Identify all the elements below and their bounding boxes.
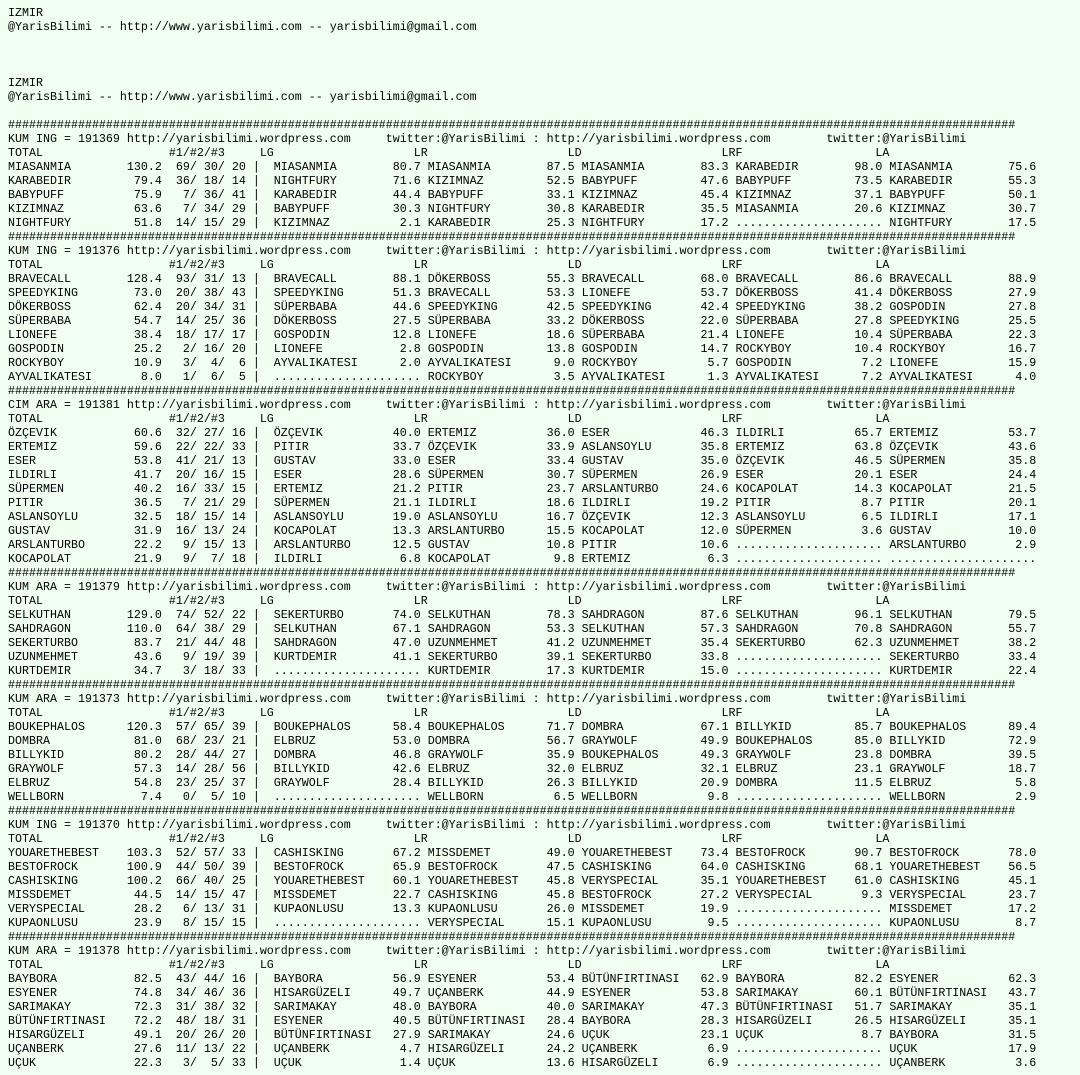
table-row: KIZIMNAZ 63.6 7/ 34/ 29 | BABYPUFF 30.3 NIGHTFURY 30.8 KARABEDIR 35.5 MIASANMIA 20.6 KIZIMNAZ 30.7 [8,202,1037,216]
table-row: ROCKYBOY 10.9 3/ 4/ 6 | AYVALIKATESI 2.0 AYVALIKATESI 9.0 ROCKYBOY 5.7 GOSPODIN 7.2 LIONEFE 15.9 [8,356,1037,370]
separator-line: ################################################################################################################################################ [8,118,1016,132]
column-header: TOTAL #1/#2/#3 LG LR LD LRF LA [8,706,890,720]
table-row: MISSDEMET 44.5 14/ 15/ 47 | MISSDEMET 22.7 CASHISKING 45.8 BESTOFROCK 27.2 VERYSPECIAL 9.3 VERYSPECIAL 23.7 [8,888,1037,902]
column-header: TOTAL #1/#2/#3 LG LR LD LRF LA [8,258,890,272]
table-row: DOMBRA 81.0 68/ 23/ 21 | ELBRUZ 53.0 DOMBRA 56.7 GRAYWOLF 49.9 BOUKEPHALOS 85.0 BILLYKID 72.9 [8,734,1037,748]
table-row: ASLANSOYLU 32.5 18/ 15/ 14 | ASLANSOYLU 19.0 ASLANSOYLU 16.7 ÖZÇEVIK 12.3 ASLANSOYLU 6.5 ILDIRLI 17.1 [8,510,1037,524]
table-row: GOSPODIN 25.2 2/ 16/ 20 | LIONEFE 2.8 GOSPODIN 13.8 GOSPODIN 14.7 ROCKYBOY 10.4 ROCKYBOY 16.7 [8,342,1037,356]
header-contact: @YarisBilimi -- http://www.yarisbilimi.com -- yarisbilimi@gmail.com [8,20,477,34]
separator-line: ################################################################################################################################################ [8,384,1016,398]
race-heading: KUM ARA = 191373 http://yarisbilimi.wordpress.com twitter:@YarisBilimi : http://yarisbilimi.wordpress.com twitter:@YarisBilimi [8,692,967,706]
table-row: BAYBORA 82.5 43/ 44/ 16 | BAYBORA 56.9 ESYENER 53.4 BÜTÜNFIRTINASI 62.9 BAYBORA 82.2 ESYENER 62.3 [8,972,1037,986]
table-row: ARSLANTURBO 22.2 9/ 15/ 13 | ARSLANTURBO 12.5 GUSTAV 10.8 PITIR 10.6 ..................... ARSLANTURBO 2.9 [8,538,1037,552]
table-row: SÜPERBABA 54.7 14/ 25/ 36 | DÖKERBOSS 27.5 SÜPERBABA 33.2 DÖKERBOSS 22.0 SÜPERBABA 27.8 SPEEDYKING 25.5 [8,314,1037,328]
table-row: LIONEFE 38.4 18/ 17/ 17 | GOSPODIN 12.8 LIONEFE 18.6 SÜPERBABA 21.4 LIONEFE 10.4 SÜPERBABA 22.3 [8,328,1037,342]
race-heading: CIM ARA = 191381 http://yarisbilimi.wordpress.com twitter:@YarisBilimi : http://yarisbilimi.wordpress.com twitter:@YarisBilimi [8,398,967,412]
column-header: TOTAL #1/#2/#3 LG LR LD LRF LA [8,594,890,608]
separator-line: ################################################################################################################################################ [8,804,1016,818]
race-heading: KUM ARA = 191378 http://yarisbilimi.wordpress.com twitter:@YarisBilimi : http://yarisbilimi.wordpress.com twitter:@YarisBilimi [8,944,967,958]
table-row: SAHDRAGON 110.0 64/ 38/ 29 | SELKUTHAN 67.1 SAHDRAGON 53.3 SELKUTHAN 57.3 SAHDRAGON 70.8 SAHDRAGON 55.7 [8,622,1037,636]
table-row: UÇUK 22.3 3/ 5/ 33 | UÇUK 1.4 UÇUK 13.6 HISARGÜZELI 6.9 ..................... UÇANBERK 3.6 [8,1056,1037,1070]
header-contact: @YarisBilimi -- http://www.yarisbilimi.com -- yarisbilimi@gmail.com [8,90,477,104]
table-row: PITIR 36.5 7/ 21/ 29 | SÜPERMEN 21.1 ILDIRLI 18.6 ILDIRLI 19.2 PITIR 8.7 PITIR 20.1 [8,496,1037,510]
table-row: MIASANMIA 130.2 69/ 30/ 20 | MIASANMIA 80.7 MIASANMIA 87.5 MIASANMIA 83.3 KARABEDIR 98.0 MIASANMIA 75.6 [8,160,1037,174]
table-row: UÇANBERK 27.6 11/ 13/ 22 | UÇANBERK 4.7 HISARGÜZELI 24.2 UÇANBERK 6.9 ..................... UÇUK 17.9 [8,1042,1037,1056]
table-row: SARIMAKAY 72.3 31/ 38/ 32 | SARIMAKAY 48.0 BAYBORA 40.0 SARIMAKAY 47.3 BÜTÜNFIRTINASI 51.7 SARIMAKAY 35.1 [8,1000,1037,1014]
table-row: HISARGÜZELI 49.1 20/ 26/ 20 | BÜTÜNFIRTINASI 27.9 SARIMAKAY 24.6 UÇUK 23.1 UÇUK 8.7 BAYBORA 31.5 [8,1028,1037,1042]
table-row: GUSTAV 31.9 16/ 13/ 24 | KOCAPOLAT 13.3 ARSLANTURBO 15.5 KOCAPOLAT 12.0 SÜPERMEN 3.6 GUSTAV 10.0 [8,524,1037,538]
table-row: CASHISKING 100.2 66/ 40/ 25 | YOUARETHEBEST 60.1 YOUARETHEBEST 45.8 VERYSPECIAL 35.1 YOUARETHEBEST 61.0 CASHISKING 45.1 [8,874,1037,888]
separator-line: ################################################################################################################################################ [8,678,1016,692]
race-heading: KUM ING = 191370 http://yarisbilimi.wordpress.com twitter:@YarisBilimi : http://yarisbilimi.wordpress.com twitter:@YarisBilimi [8,818,967,832]
table-row: SPEEDYKING 73.0 20/ 38/ 43 | SPEEDYKING 51.3 BRAVECALL 53.3 LIONEFE 53.7 DÖKERBOSS 41.4 DÖKERBOSS 27.9 [8,286,1037,300]
table-row: WELLBORN 7.4 0/ 5/ 10 | ..................... WELLBORN 6.5 WELLBORN 9.8 ..................... WELLBORN 2.9 [8,790,1037,804]
table-row: BRAVECALL 128.4 93/ 31/ 13 | BRAVECALL 88.1 DÖKERBOSS 55.3 BRAVECALL 68.0 BRAVECALL 86.6 BRAVECALL 88.9 [8,272,1037,286]
table-row: ERTEMIZ 59.6 22/ 22/ 33 | PITIR 33.7 ÖZÇEVIK 33.9 ASLANSOYLU 35.8 ERTEMIZ 63.8 ÖZÇEVIK 43.6 [8,440,1037,454]
table-row: BOUKEPHALOS 120.3 57/ 65/ 39 | BOUKEPHALOS 58.4 BOUKEPHALOS 71.7 DOMBRA 67.1 BILLYKID 85.7 BOUKEPHALOS 89.4 [8,720,1037,734]
table-row: KUPAONLUSU 23.9 8/ 15/ 15 | ..................... VERYSPECIAL 15.1 KUPAONLUSU 9.5 ..................... KUPAONLUSU 8.7 [8,916,1037,930]
table-row: AYVALIKATESI 8.0 1/ 6/ 5 | ..................... ROCKYBOY 3.5 AYVALIKATESI 1.3 AYVALIKATESI 7.2 AYVALIKATESI 4.0 [8,370,1037,384]
table-row: BABYPUFF 75.9 7/ 36/ 41 | KARABEDIR 44.4 BABYPUFF 33.1 KIZIMNAZ 45.4 KIZIMNAZ 37.1 BABYPUFF 50.1 [8,188,1037,202]
separator-line: ################################################################################################################################################ [8,566,1016,580]
table-row: ESER 53.8 41/ 21/ 13 | GUSTAV 33.0 ESER 33.4 GUSTAV 35.0 ÖZÇEVIK 46.5 SÜPERMEN 35.8 [8,454,1037,468]
table-row: SÜPERMEN 40.2 16/ 33/ 15 | ERTEMIZ 21.2 PITIR 23.7 ARSLANTURBO 24.6 KOCAPOLAT 14.3 KOCAPOLAT 21.5 [8,482,1037,496]
separator-line: ################################################################################################################################################ [8,930,1016,944]
column-header: TOTAL #1/#2/#3 LG LR LD LRF LA [8,832,890,846]
race-heading: KUM ING = 191376 http://yarisbilimi.wordpress.com twitter:@YarisBilimi : http://yarisbilimi.wordpress.com twitter:@YarisBilimi [8,244,967,258]
header-title: IZMIR [8,6,43,20]
table-row: SEKERTURBO 83.7 21/ 44/ 48 | SAHDRAGON 47.0 UZUNMEHMET 41.2 UZUNMEHMET 35.4 SEKERTURBO 62.3 UZUNMEHMET 38.2 [8,636,1037,650]
table-row: NIGHTFURY 51.8 14/ 15/ 29 | KIZIMNAZ 2.1 KARABEDIR 25.3 NIGHTFURY 17.2 ..................... NIGHTFURY 17.5 [8,216,1037,230]
blank-line [8,62,1080,76]
table-row: ELBRUZ 54.8 23/ 25/ 37 | GRAYWOLF 28.4 BILLYKID 26.3 BILLYKID 20.9 DOMBRA 11.5 ELBRUZ 5.8 [8,776,1037,790]
column-header: TOTAL #1/#2/#3 LG LR LD LRF LA [8,412,890,426]
race-heading: KUM ING = 191369 http://yarisbilimi.wordpress.com twitter:@YarisBilimi : http://yarisbilimi.wordpress.com twitter:@YarisBilimi [8,132,967,146]
table-row: KOCAPOLAT 21.9 9/ 7/ 18 | ILDIRLI 6.8 KOCAPOLAT 9.8 ERTEMIZ 6.3 ..................... ..................... [8,552,1037,566]
table-row: ÖZÇEVIK 60.6 32/ 27/ 16 | ÖZÇEVIK 40.0 ERTEMIZ 36.0 ESER 46.3 ILDIRLI 65.7 ERTEMIZ 53.7 [8,426,1037,440]
column-header: TOTAL #1/#2/#3 LG LR LD LRF LA [8,146,890,160]
header-title: IZMIR [8,76,43,90]
blank-line [8,104,1080,118]
table-row: VERYSPECIAL 28.2 6/ 13/ 31 | KUPAONLUSU 13.3 KUPAONLUSU 26.0 MISSDEMET 19.9 ..................... MISSDEMET 17.2 [8,902,1037,916]
column-header: TOTAL #1/#2/#3 LG LR LD LRF LA [8,958,890,972]
table-row: UZUNMEHMET 43.6 9/ 19/ 39 | KURTDEMIR 41.1 SEKERTURBO 39.1 SEKERTURBO 33.8 ..................... SEKERTURBO 33.4 [8,650,1037,664]
table-row: BÜTÜNFIRTINASI 72.2 48/ 18/ 31 | ESYENER 40.5 BÜTÜNFIRTINASI 28.4 BAYBORA 28.3 HISARGÜZELI 26.5 HISARGÜZELI 35.1 [8,1014,1037,1028]
table-row: SELKUTHAN 129.0 74/ 52/ 22 | SEKERTURBO 74.0 SELKUTHAN 78.3 SAHDRAGON 87.6 SELKUTHAN 96.1 SELKUTHAN 79.5 [8,608,1037,622]
table-row: BESTOFROCK 100.9 44/ 50/ 39 | BESTOFROCK 65.9 BESTOFROCK 47.5 CASHISKING 64.0 CASHISKING 68.1 YOUARETHEBEST 56.5 [8,860,1037,874]
table-row: KARABEDIR 79.4 36/ 18/ 14 | NIGHTFURY 71.6 KIZIMNAZ 52.5 BABYPUFF 47.6 BABYPUFF 73.5 KARABEDIR 55.3 [8,174,1037,188]
table-row: ESYENER 74.8 34/ 46/ 36 | HISARGÜZELI 49.7 UÇANBERK 44.9 ESYENER 53.8 SARIMAKAY 60.1 BÜTÜNFIRTINASI 43.7 [8,986,1037,1000]
table-row: YOUARETHEBEST 103.3 52/ 57/ 33 | CASHISKING 67.2 MISSDEMET 49.0 YOUARETHEBEST 73.4 BESTOFROCK 90.7 BESTOFROCK 78.0 [8,846,1037,860]
blank-line [8,34,1080,48]
table-row: KURTDEMIR 34.7 3/ 18/ 33 | ..................... KURTDEMIR 17.3 KURTDEMIR 15.0 ..................... KURTDEMIR 22.4 [8,664,1037,678]
blank-line [8,48,1080,62]
table-row: GRAYWOLF 57.3 14/ 28/ 56 | BILLYKID 42.6 ELBRUZ 32.0 ELBRUZ 32.1 ELBRUZ 23.1 GRAYWOLF 18.7 [8,762,1037,776]
race-heading: KUM ARA = 191379 http://yarisbilimi.wordpress.com twitter:@YarisBilimi : http://yarisbilimi.wordpress.com twitter:@YarisBilimi [8,580,967,594]
table-row: BILLYKID 80.2 28/ 44/ 27 | DOMBRA 46.8 GRAYWOLF 35.9 BOUKEPHALOS 49.3 GRAYWOLF 23.8 DOMBRA 39.5 [8,748,1037,762]
table-row: DÖKERBOSS 62.4 20/ 34/ 31 | SÜPERBABA 44.6 SPEEDYKING 42.5 SPEEDYKING 42.4 SPEEDYKING 38.2 GOSPODIN 27.8 [8,300,1037,314]
separator-line: ################################################################################################################################################ [8,230,1016,244]
table-row: ILDIRLI 41.7 20/ 16/ 15 | ESER 28.6 SÜPERMEN 30.7 SÜPERMEN 26.9 ESER 20.1 ESER 24.4 [8,468,1037,482]
